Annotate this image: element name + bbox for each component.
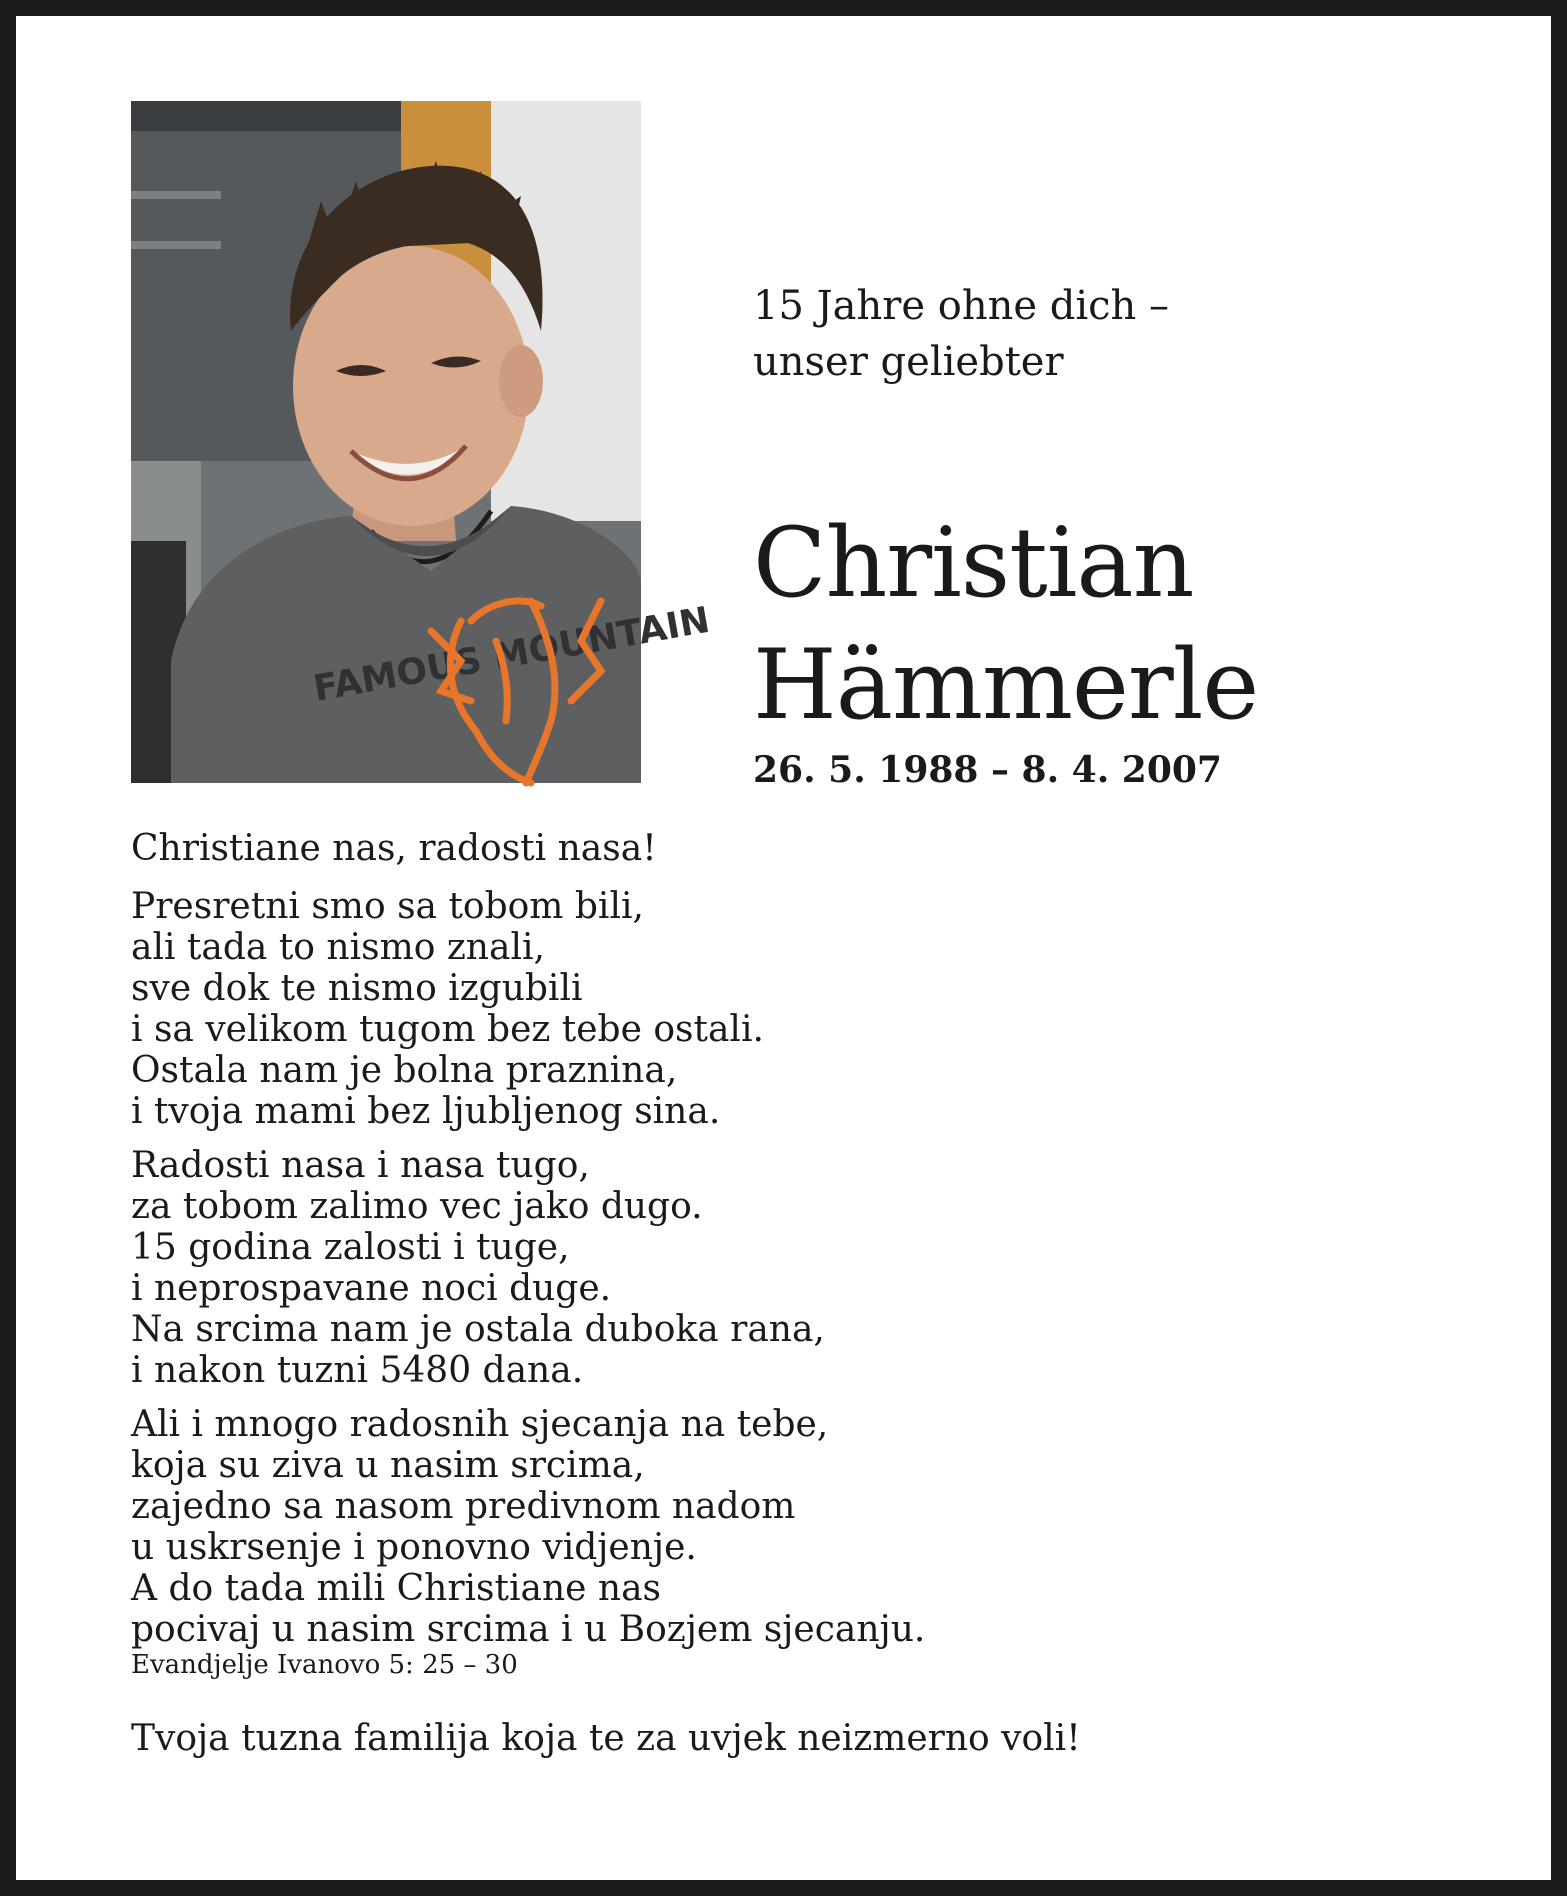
family-signature: Tvoja tuzna familija koja te za uvjek neizmerno voli!: [131, 1718, 1081, 1759]
poem-line: A do tada mili Christiane nas: [131, 1568, 662, 1609]
poem-line: i sa velikom tugom bez tebe ostali.: [131, 1009, 764, 1050]
intro-text: [753, 278, 1169, 390]
poem-line: Ostala nam je bolna praznina,: [131, 1050, 678, 1091]
poem-line: i nakon tuzni 5480 dana.: [131, 1350, 584, 1391]
shirt-print-text: FAMOUS MOUNTAIN: [310, 599, 713, 710]
poem-line: pocivaj u nasim srcima i u Bozjem sjecanju.: [131, 1609, 926, 1650]
poem-line: Radosti nasa i nasa tugo,: [131, 1145, 590, 1186]
first-name: Christian: [753, 507, 1194, 619]
poem-line: sve dok te nismo izgubili: [131, 968, 583, 1009]
intro-line-1: 15 Jahre ohne dich –: [753, 283, 1170, 329]
poem-line: 15 godina zalosti i tuge,: [131, 1227, 570, 1268]
poem-stanza-3: [131, 1404, 1331, 1650]
poem: [131, 828, 1331, 1759]
deceased-name: [753, 502, 1258, 746]
poem-line: Ali i mnogo radosnih sjecanja na tebe,: [131, 1404, 829, 1445]
poem-line: koja su ziva u nasim srcima,: [131, 1445, 645, 1486]
poem-line: i neprospavane noci duge.: [131, 1268, 612, 1309]
poem-line: u uskrsenje i ponovno vidjenje.: [131, 1527, 697, 1568]
poem-line: i tvoja mami bez ljubljenog sina.: [131, 1091, 721, 1132]
intro-line-2: unser geliebter: [753, 339, 1064, 385]
poem-stanza-2: [131, 1145, 1331, 1391]
poem-line: ali tada to nismo znali,: [131, 927, 545, 968]
portrait-photo: [131, 101, 713, 783]
poem-greeting: Christiane nas, radosti nasa!: [131, 828, 657, 869]
poem-line: za tobom zalimo vec jako dugo.: [131, 1186, 703, 1227]
poem-line: Presretni smo sa tobom bili,: [131, 886, 644, 927]
scripture-citation: Evandjelje Ivanovo 5: 25 – 30: [131, 1650, 518, 1680]
poem-line: zajedno sa nasom predivnom nadom: [131, 1486, 796, 1527]
poem-line: Na srcima nam je ostala duboka rana,: [131, 1309, 825, 1350]
last-name: Hämmerle: [753, 629, 1259, 741]
life-dates: 26. 5. 1988 – 8. 4. 2007: [753, 749, 1222, 791]
poem-stanza-1: [131, 886, 1331, 1132]
